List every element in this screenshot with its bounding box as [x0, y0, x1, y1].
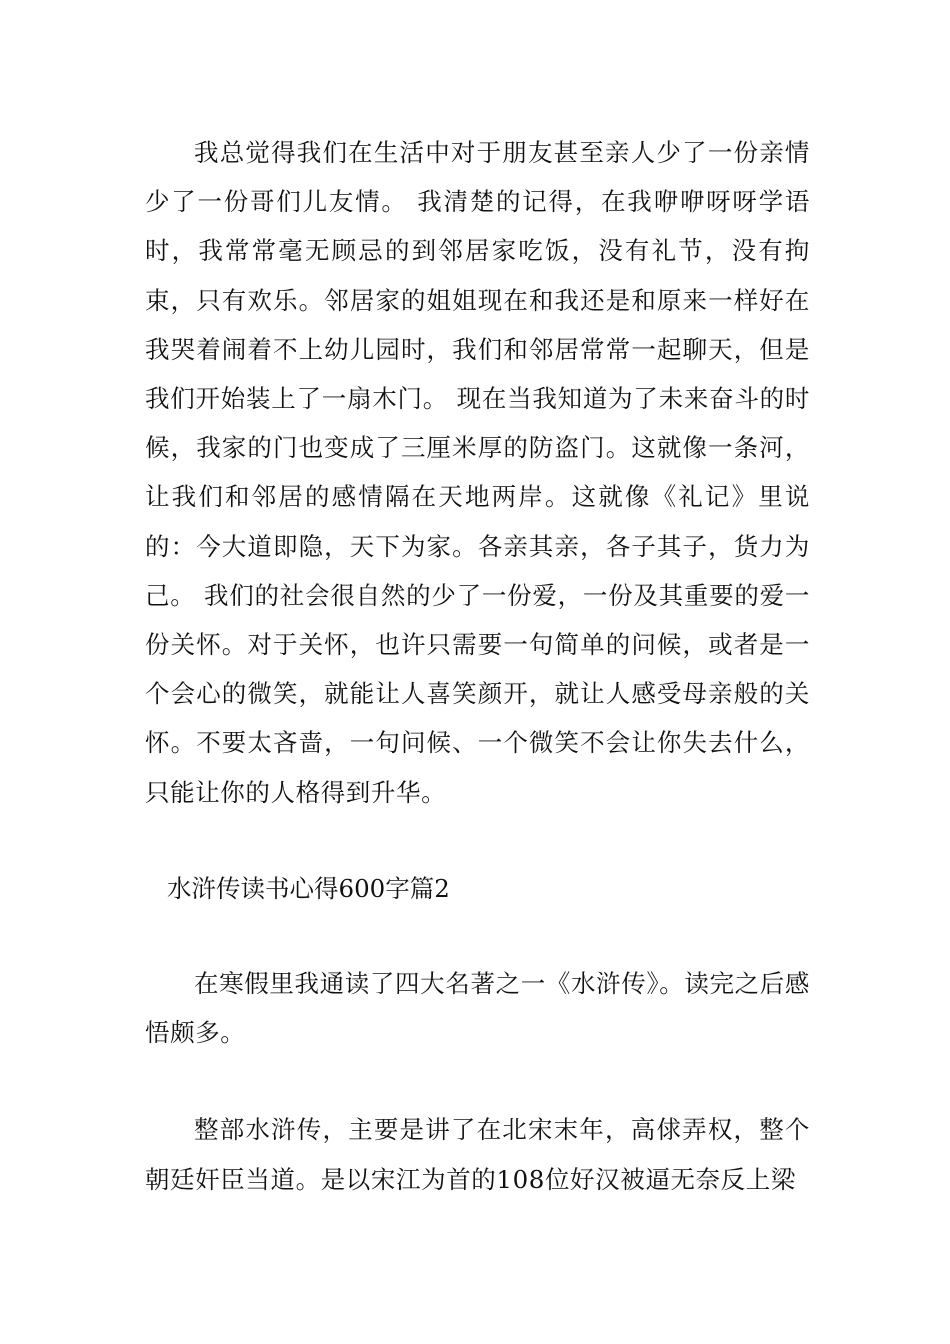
- paragraph-spacer: [145, 817, 810, 864]
- body-paragraph-1: 我总觉得我们在生活中对于朋友甚至亲人少了一份亲情少了一份哥们儿友情。 我清楚的记得，在我咿咿呀呀学语时，我常常毫无顾忌的到邻居家吃饭，没有礼节，没有拘束，只有欢乐。邻居家的姐姐现在和我还是和原来一样好在我哭着闹着不上幼儿园时，我们和邻居常常一起聊天，但是我们开始装上了一扇木门。 现在当我知道为了未来奋斗的时候，我家的门也变成了三厘米厚的防盗门。这就像一条河，让我们和邻居的感情隔在天地两岸。这就像《礼记》里说的：今大道即隐，天下为家。各亲其亲，各子其子，货力为己。 我们的社会很自然的少了一份爱，一份及其重要的爱一份关怀。对于关怀，也许只需要一句简单的问候，或者是一个会心的微笑，就能让人喜笑颜开，就让人感受母亲般的关怀。不要太吝啬，一句问候、一个微笑不会让你失去什么，只能让你的人格得到升华。: [145, 138, 810, 807]
- body-paragraph-3: 整部水浒传，主要是讲了在北宋末年，高俅弄权，整个朝廷奸臣当道。是以宋江为首的108位好汉被逼无奈反上梁: [145, 1115, 810, 1194]
- body-paragraph-2: 在寒假里我通读了四大名著之一《水浒传》。读完之后感悟颇多。: [145, 969, 810, 1048]
- paragraph-spacer: [145, 913, 810, 959]
- section-heading: 水浒传读书心得600字篇2: [167, 873, 450, 903]
- document-page: [145, 128, 810, 1204]
- paragraph-spacer: [145, 1057, 810, 1105]
